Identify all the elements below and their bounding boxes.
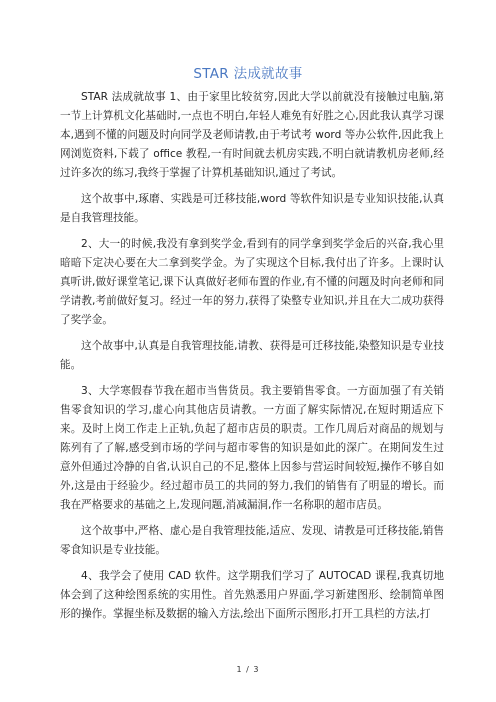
document-title: STAR 法成就故事 <box>193 66 303 82</box>
paragraph-3: 2、大一的时候,我没有拿到奖学金,看到有的同学拿到奖学金后的兴奋,我心里暗暗下定决心要在大二拿到奖学金。为了实现这个目标,我付出了许多。上课时认真听讲,做好课堂笔记,课下认真做好老师布置的作业,有不懂的问题及时向老师和同学请教,考前做好复习。经过一年的努力,获得了染整专业知识,并且在大二成功获得了奖学金。 <box>60 238 444 326</box>
page-number: 1 / 3 <box>236 665 260 674</box>
document-body <box>60 88 444 631</box>
paragraph-5: 3、大学寒假春节我在超市当售货员。我主要销售零食。一方面加强了有关销售零食知识的学习,虚心向其他店员请教。一方面了解实际情况,在短时期适应下来。及时上岗工作走上正轨,负起了超市店员的职责。工作几周后对商品的规划与陈列有了了解,感受到市场的学问与超市零售的知识是如此的深广。在期间发生过意外但通过冷静的自省,认识自己的不足,整体上因参与营运时间较短,操作不够自如外,这是由于经验少。经过超市员工的共同的努力,我们的销售有了明显的增长。而我在严格要求的基础之上,发现问题,消减漏洞,作一名称职的超市店员。 <box>60 385 444 511</box>
paragraph-4: 这个故事中,认真是自我管理技能,请教、获得是可迁移技能,染整知识是专业技能。 <box>60 340 444 371</box>
paragraph-2: 这个故事中,琢磨、实践是可迁移技能,word 等软件知识是专业知识技能,认真是自我管理技能。 <box>60 193 444 224</box>
paragraph-1: STAR 法成就故事 1、由于家里比较贫穷,因此大学以前就没有接触过电脑,第一节上计算机文化基础时,一点也不明白,年轻人难免有好胜之心,因此我认真学习课本,遇到不懂的问题及时向同学及老师请教,由于考试考 word 等办公软件,因此我上网浏览资料,下载了 office 教程,一有时间就去机房实践,不明白就请教机房老师,经过许多次的练习,我终于掌握了计算机基础知识,通过了考试。 <box>60 91 444 179</box>
paragraph-7: 4、我学会了使用 CAD 软件。这学期我们学习了 AUTOCAD 课程,我真切地体会到了这种绘图系统的实用性。首先熟悉用户界面,学习新建图形、绘制简单图形的操作。掌握坐标及数据的输入方法,绘出下面所示图形,打开工具栏的方法,打 <box>60 570 444 620</box>
paragraph-6: 这个故事中,严格、虚心是自我管理技能,适应、发现、请教是可迁移技能,销售零食知识是专业技能。 <box>60 525 444 556</box>
